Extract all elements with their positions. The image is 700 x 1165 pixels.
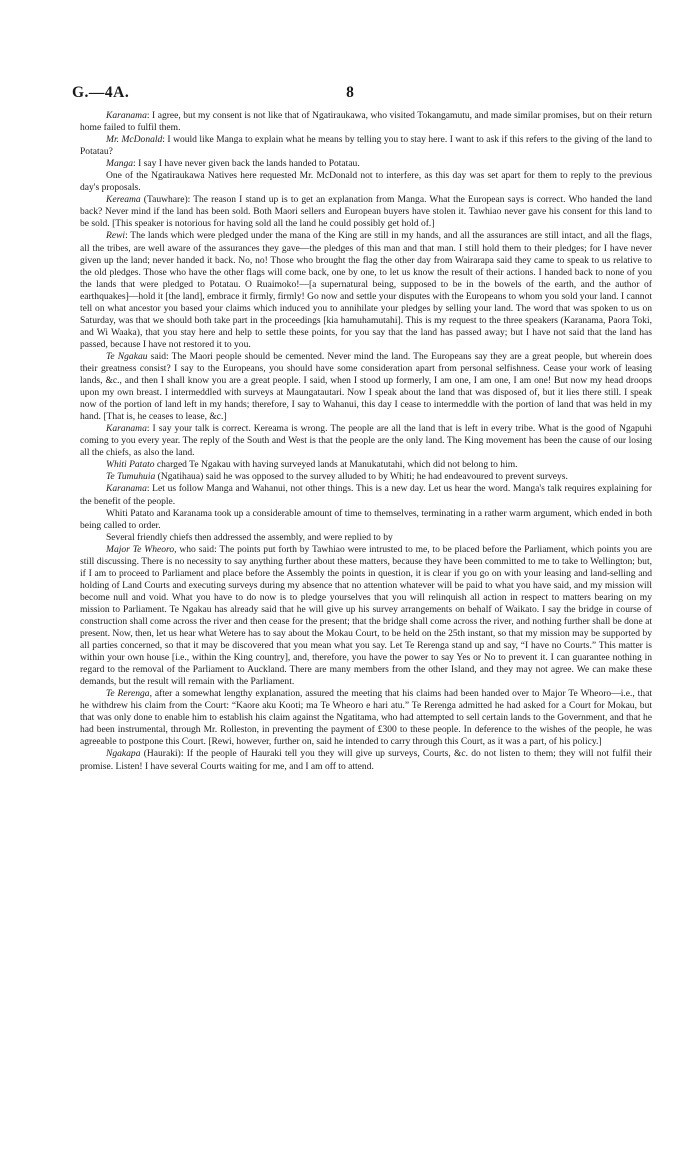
paragraph-text: (Ngatihaua) said he was opposed to the survey alluded to by Whiti; he had endeavoured to prevent surveys. bbox=[155, 471, 568, 483]
paragraph bbox=[80, 483, 652, 507]
paragraph-text: said: The Maori people should be cemented. Never mind the land. The Europeans say they are a great people, but wherein does their greatness consist? I say to the Europeans, you should have some consideration apart from personal selfishness. Cease your work of leasing lands, &c., and then I shall know you are a great people. I said, when I stood up formerly, I am one, I am one, I am one! But now my head droops upon my own breast. I intermeddled with surveys at Maungatautari. Now I speak about the land that was disposed of, but it lies there still. I speak now of the portion of land left in my hands; therefore, I say to Wahanui, this day I cease to intermeddle with the portion of land that was held in my hand. [That is, he ceases to lease, &c.] bbox=[80, 350, 652, 423]
paragraph bbox=[80, 134, 652, 158]
speaker-name: Karanama bbox=[106, 423, 147, 435]
paragraph bbox=[80, 351, 652, 423]
page-number: 8 bbox=[346, 84, 354, 101]
paragraph-text: : I say I have never given back the lands handed to Potatau. bbox=[133, 158, 360, 170]
paragraph-text: (Hauraki): If the people of Hauraki tell you they will give up surveys, Courts, &c. do not listen to them; they will not fulfil their promise. Listen! I have several Courts waiting for me, and I am off to attend. bbox=[80, 748, 652, 772]
speaker-name: Manga bbox=[106, 158, 134, 170]
paragraph-text: : I say your talk is correct. Kereama is wrong. The people are all the land that is left in every tribe. What is the good of Ngapuhi coming to you every year. The reply of the South and West is that the people are the only land. The King movement has been the cause of our losing all the chiefs, as also the land. bbox=[80, 423, 652, 459]
paragraph-text: One of the Ngatiraukawa Natives here requested Mr. McDonald not to interfere, as this day was set apart for them to reply to the previous day's proposals. bbox=[80, 170, 652, 194]
paragraph bbox=[80, 110, 652, 134]
paragraph-text: Whiti Patato and Karanama took up a considerable amount of time to themselves, terminating in a rather warm argument, which ended in both being called to order. bbox=[80, 507, 652, 531]
speaker-name: Kereama bbox=[106, 194, 141, 206]
paragraph bbox=[80, 170, 652, 194]
paragraph bbox=[80, 544, 652, 689]
document-body bbox=[80, 110, 652, 773]
paragraph-text: : Let us follow Manga and Wahanui, not other things. This is a new day. Let us hear the word. Manga's talk requires explaining for the benefit of the people. bbox=[80, 483, 652, 507]
paragraph bbox=[80, 688, 652, 748]
speaker-name: Ngakapa bbox=[106, 748, 141, 760]
speaker-name: Te Tumuhuia bbox=[106, 471, 156, 483]
paragraph-text: , who said: The points put forth by Tawhiao were intrusted to me, to be placed before the Parliament, which points you are still discussing. There is no necessity to say anything further about these matters, because they have been committed to me to take to Wellington; but, if I am to proceed to Parliament and place before the Assembly the points in question, it is clear if you go on with your leasing and land-selling and holding of Land Courts and executing surveys during my absence that no attention whatever will be paid to what you have said, and my mission will become null and void. What you have to do now is to pledge yourselves that you will relinquish all action in respect to matters bearing on my mission to Parliament. Te Ngakau has already said that he will give up his survey arrangements on behalf of Waikato. I say the bridge in course of construction shall come across the river and then cease for the present; that the bridge shall come across the river, and nothing further shall be done at present. Now, then, let us hear what Wetere has to say about the Mokau Court, to be held on the 25th instant, so that my mission may be supported by all parties concerned, so that it may be discovered that you mean what you say. Let Te Rerenga stand up and say, “I have no Courts.” This matter is within your own house [i.e., within the King country], and, therefore, you have the power to say Yes or No to prevent it. I can guarantee nothing in regard to the removal of the Parliament to Auckland. There are many members from the other Island, and they may not agree. We can make these demands, but the result will remain with the Parliament. bbox=[80, 543, 652, 688]
speaker-name: Rewi bbox=[106, 230, 126, 242]
paragraph bbox=[80, 471, 652, 483]
paragraph bbox=[80, 423, 652, 459]
paragraph bbox=[80, 194, 652, 230]
speaker-name: Karanama bbox=[106, 110, 147, 121]
paragraph-text: charged Te Ngakau with having surveyed lands at Manukatutahi, which did not belong to him. bbox=[154, 459, 518, 471]
page-header bbox=[72, 84, 628, 104]
document-reference: G.—4A. bbox=[72, 84, 130, 101]
speaker-name: Mr. McDonald bbox=[106, 134, 163, 146]
paragraph bbox=[80, 532, 652, 544]
speaker-name: Major Te Wheoro bbox=[106, 543, 175, 555]
paragraph bbox=[80, 459, 652, 471]
paragraph-text: : I agree, but my consent is not like that of Ngatiraukawa, who visited Tokangamutu, and made similar promises, but on their return home failed to fulfil them. bbox=[80, 110, 652, 134]
paragraph bbox=[80, 508, 652, 532]
paragraph-text: , after a somewhat lengthy explanation, assured the meeting that his claims had been handed over to Major Te Wheoro—i.e., that he withdrew his claim from the Court: “Kaore aku Kooti; ma Te Wheoro e hari atu.” Te Rerenga admitted he had asked for a Court for Mokau, but that was only done to enable him to establish his claim against the Ngatitama, who had attempted to sell certain lands to the Government, and that he had been instrumental, through Mr. Rolleston, in preventing the payment of £300 to these people. In deference to the wishes of the people, he was agreeable to postpone this Court. [Rewi, however, further on, said he intended to carry through this Court, as it was a part, of his policy.] bbox=[80, 688, 653, 748]
speaker-name: Te Ngakau bbox=[106, 350, 148, 362]
paragraph bbox=[80, 158, 652, 170]
paragraph-text: : The lands which were pledged under the mana of the King are still in my hands, and all the assurances are still intact, and all the flags, all the tribes, are well aware of the assurances they gave—the pledges of this man and that man. I still hold them to their pledges; for I have never given up the land; never handed it back. No, no! Those who brought the flag the other day from Wairarapa said they came to speak to us relative to the old pledges. Those who have the other flags will come back, one by one, to let us know the result of their actions. I handed back to none of you the lands that were pledged to Potatau. O Ruaimoko!—[a supernatural being, supposed to be in the bowels of the earth, and the author of earthquakes]—hold it [the land], embrace it firmly, firmly! Go now and settle your disputes with the Europeans to whom you sold your land. I cannot tell on what ancestor you based your claims which induced you to annihilate your pledges by selling your land. The word that was spoken to us on Saturday, was that we should both take part in the proceedings [kia hamuhamutahi]. This is my request to the three speakers (Karanama, Paora Toki, and Wi Waaka), that you stay here and help to settle these points, for you say that the land has passed away; but I have not said that the land has passed, because I have not restored it to you. bbox=[80, 230, 652, 350]
paragraph-text: (Tauwhare): The reason I stand up is to get an explanation from Manga. What the European says is correct. Who handed the land back? Never mind if the land has been sold. Both Maori sellers and European buyers have stolen it. Tawhiao never gave his consent for this land to be sold. [This speaker is notorious for having sold all the land he could possibly get hold of.] bbox=[80, 194, 652, 230]
speaker-name: Whiti Patato bbox=[106, 459, 155, 471]
paragraph-text: : I would like Manga to explain what he means by telling you to stay here. I want to ask if this refers to the giving of the land to Potatau? bbox=[80, 134, 652, 158]
paragraph bbox=[80, 230, 652, 350]
speaker-name: Te Rerenga bbox=[106, 688, 150, 700]
speaker-name: Karanama bbox=[106, 483, 147, 495]
paragraph-text: Several friendly chiefs then addressed the assembly, and were replied to by bbox=[106, 531, 393, 543]
paragraph bbox=[80, 748, 652, 772]
